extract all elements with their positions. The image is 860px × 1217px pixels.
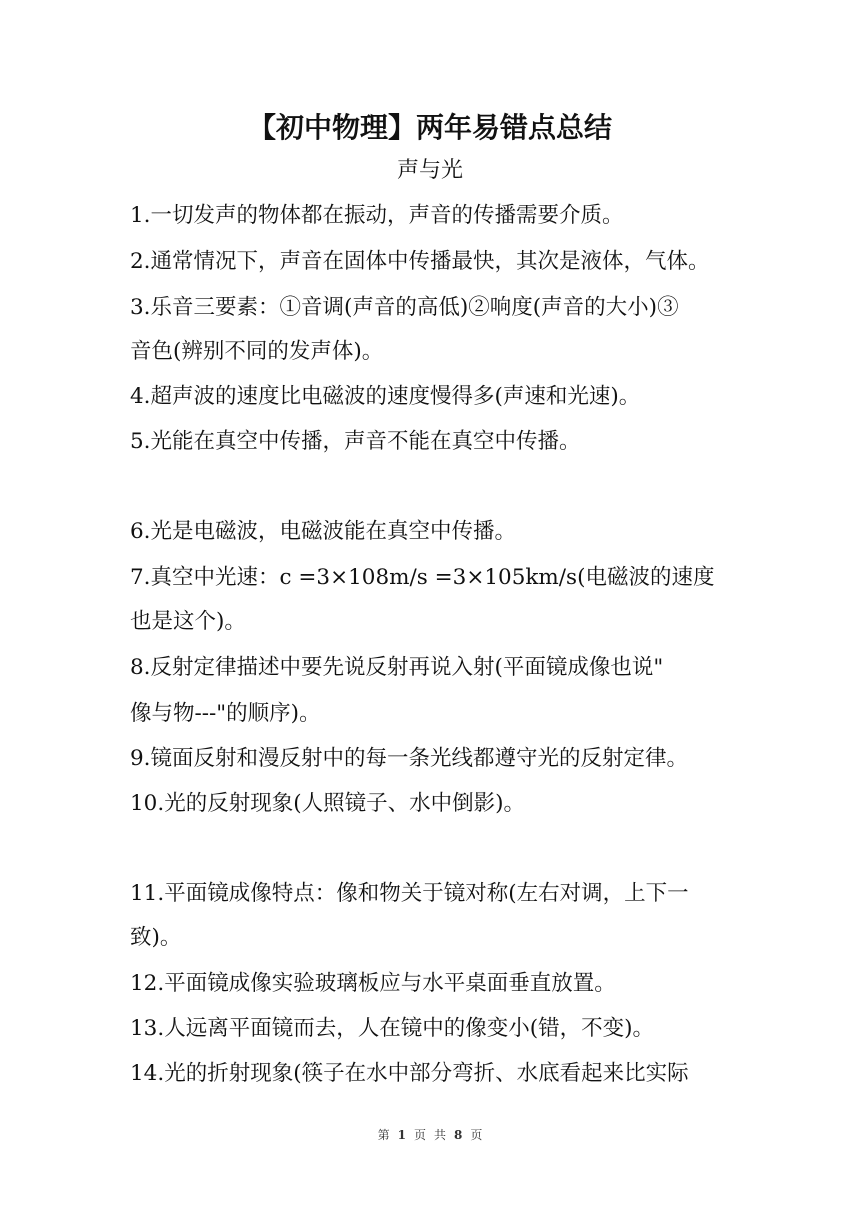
body-line: 音色(辨别不同的发声体)。 [130, 339, 384, 364]
body-line: 13.人远离平面镜而去，人在镜中的像变小(错，不变)。 [130, 1016, 654, 1041]
footer-total-pages: 8 [454, 1128, 463, 1142]
body-line: 8.反射定律描述中要先说反射再说入射(平面镜成像也说" [130, 655, 664, 680]
footer-page-unit: 页 [413, 1128, 426, 1142]
page-title: 【初中物理】两年易错点总结 [247, 111, 612, 144]
body-line: 5.光能在真空中传播，声音不能在真空中传播。 [130, 429, 581, 454]
footer-page-number: 1 [397, 1128, 406, 1142]
body-line: 12.平面镜成像实验玻璃板应与水平桌面垂直放置。 [130, 971, 616, 996]
body-line: 9.镜面反射和漫反射中的每一条光线都遵守光的反射定律。 [130, 746, 689, 771]
body-line: 4.超声波的速度比电磁波的速度慢得多(声速和光速)。 [130, 384, 641, 409]
footer-total-prefix: 共 [434, 1128, 447, 1142]
footer-total-unit: 页 [470, 1128, 483, 1142]
body-line: 致)。 [130, 925, 182, 950]
page-footer [0, 1126, 860, 1144]
body-line: 11.平面镜成像特点：像和物关于镜对称(左右对调，上下一 [130, 881, 689, 906]
body-line: 像与物---"的顺序)。 [130, 701, 321, 726]
body-line: 6.光是电磁波，电磁波能在真空中传播。 [130, 519, 517, 544]
body-line: 3.乐音三要素：①音调(声音的高低)②响度(声音的大小)③ [130, 295, 679, 320]
body-line: 也是这个)。 [130, 609, 246, 634]
section-title: 声与光 [396, 158, 463, 183]
body-line: 14.光的折射现象(筷子在水中部分弯折、水底看起来比实际 [130, 1061, 689, 1086]
body-line: 7.真空中光速：c =3×108m/s =3×105km/s(电磁波的速度 [130, 565, 715, 590]
footer-prefix: 第 [377, 1128, 390, 1142]
body-line: 10.光的反射现象(人照镜子、水中倒影)。 [130, 791, 525, 816]
body-line: 2.通常情况下，声音在固体中传播最快，其次是液体，气体。 [130, 249, 710, 274]
body-line: 1.一切发声的物体都在振动，声音的传播需要介质。 [130, 203, 624, 228]
